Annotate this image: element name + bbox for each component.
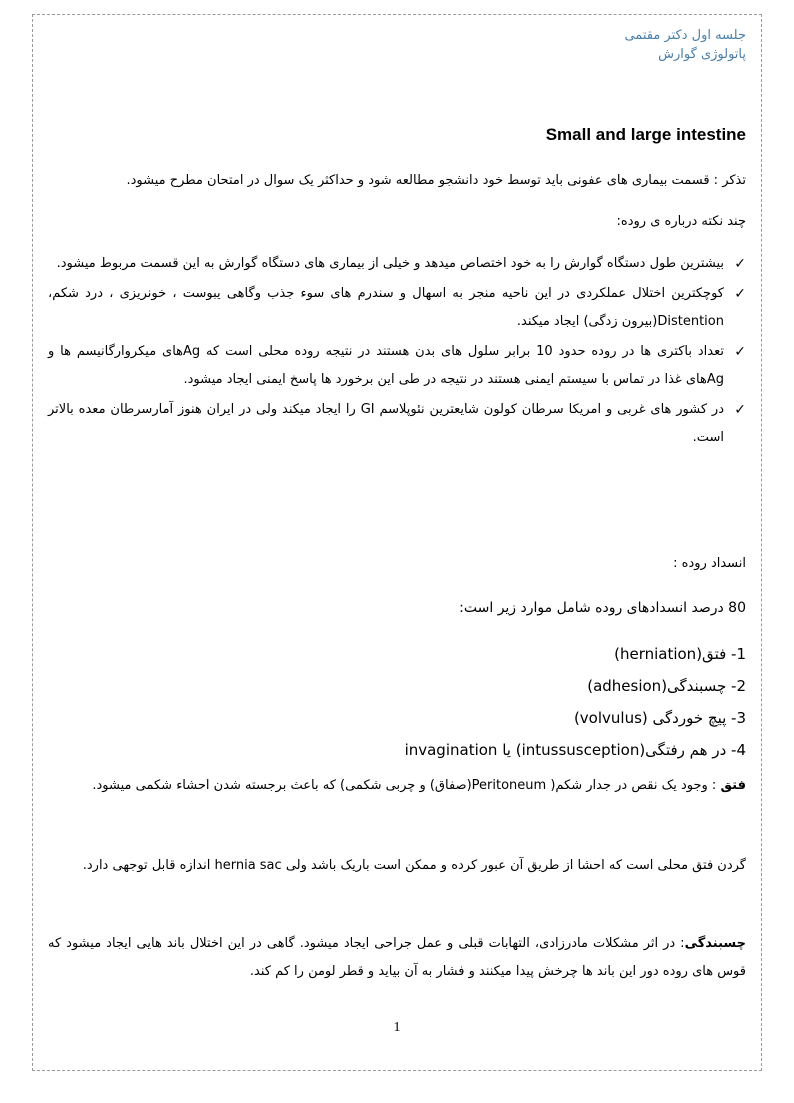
list-item: 4- در هم رفتگی(intussusception) یا invagination [404, 741, 746, 759]
list-item: 2- چسبندگی(adhesion) [587, 677, 746, 695]
header-line-1: جلسه اول دکتر مقتمی [624, 28, 746, 43]
bullet-item [48, 338, 746, 394]
checkmark-icon: ✓ [734, 256, 746, 272]
adhesion-paragraph [48, 930, 746, 986]
adhesion-term: چسبندگی [684, 936, 746, 951]
bullet-item [48, 396, 746, 452]
points-heading: چند نکته درباره ی روده: [616, 214, 746, 229]
bullet-item [48, 250, 746, 278]
obstruction-intro: 80 درصد انسدادهای روده شامل موارد زیر است: [459, 600, 746, 616]
list-item: 1- فتق(herniation) [614, 645, 746, 663]
bullet-text: در کشور های غربی و امریکا سرطان کولون شایعترین نئوپلاسم GI را ایجاد میکند ولی در ایران هنوز آمارسرطان معده بالاتر است. [48, 402, 725, 445]
hernia-paragraph [48, 772, 746, 800]
obstruction-heading: انسداد روده : [673, 556, 746, 571]
hernia-text: : وجود یک نقص در جدار شکم( Peritoneum(صفاق) و چربی شکمی) که باعث برجسته شدن احشاء شکمی میشود. [92, 778, 721, 793]
header [624, 26, 746, 64]
obstruction-list [405, 638, 746, 766]
bullet-text: بیشترین طول دستگاه گوارش را به خود اختصاص میدهد و خیلی از بیماری های دستگاه گوارش به این قسمت مربوط میشود. [56, 256, 724, 271]
bullet-list [48, 250, 746, 452]
bullet-text: تعداد باکتری ها در روده حدود 10 برابر سلول های بدن هستند در نتیجه روده محلی است که Agهای میکروارگانیسم ها و Agهای غذا در تماس با سیستم ایمنی هستند در نتیجه در طی این برخورد ها پاسخ ایمنی ایجاد میشود. [48, 344, 724, 387]
page-number: 1 [393, 1020, 401, 1035]
checkmark-icon: ✓ [734, 286, 746, 302]
bullet-text: کوچکترین اختلال عملکردی در این ناحیه منجر به اسهال و سندرم های سوء جذب وگاهی یبوست ، خونریزی ، درد شکم، Distention(بیرون زدگی) ایجاد میکند. [48, 286, 724, 329]
bullet-item [48, 280, 746, 336]
hernia-term: فتق [720, 778, 746, 793]
adhesion-text: : در اثر مشکلات مادرزادی، التهابات قبلی و عمل جراحی ایجاد میشود. گاهی در این اختلال باند هایی ایجاد میشود که قوس های روده دور این باند ها چرخش پیدا میکنند و فشار به آن بیاید و قطر لومن را کم کند. [48, 936, 746, 979]
header-line-2: پاتولوژی گوارش [658, 47, 746, 62]
list-item: 3- پیچ خوردگی (volvulus) [573, 709, 746, 727]
checkmark-icon: ✓ [734, 344, 746, 360]
note-paragraph: تذکر : قسمت بیماری های عفونی باید توسط خود دانشجو مطالعه شود و حداکثر یک سوال در امتحان مطرح میشود. [126, 173, 746, 188]
hernia-neck-paragraph: گردن فتق محلی است که احشا از طریق آن عبور کرده و ممکن است باریک باشد ولی hernia sac اندازه قابل توجهی دارد. [82, 858, 746, 873]
checkmark-icon: ✓ [734, 402, 746, 418]
section-title: Small and large intestine [545, 125, 746, 144]
